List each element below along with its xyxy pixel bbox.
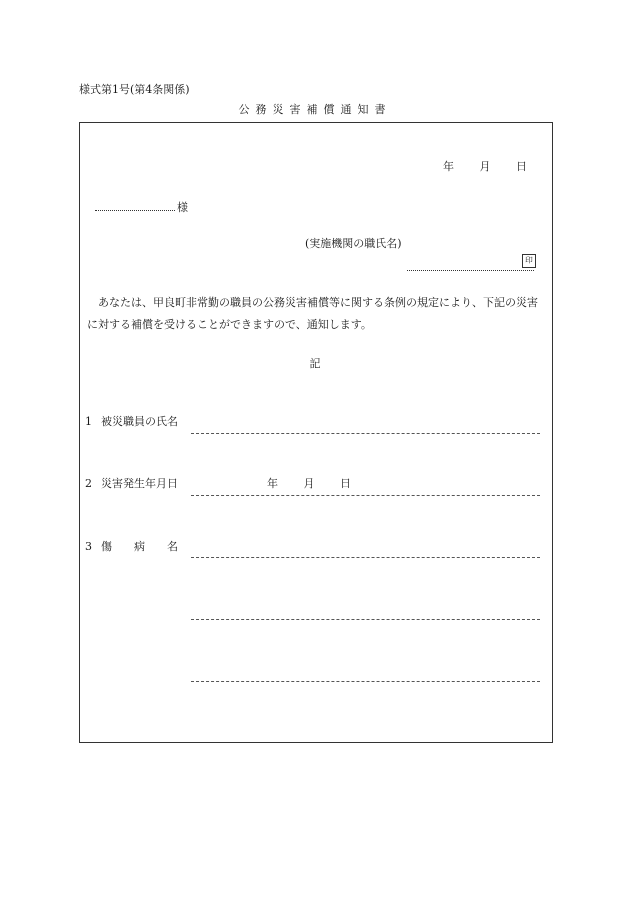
- issuer-name-field[interactable]: [407, 270, 534, 271]
- item-2-number: 2: [85, 477, 92, 490]
- injury-name-field-1[interactable]: [191, 557, 540, 558]
- item-3-char-3: 名: [167, 540, 178, 553]
- document-title: 公務災害補償通知書: [238, 103, 392, 116]
- issuer-label: (実施機関の職氏名): [305, 237, 402, 250]
- addressee-name-field[interactable]: [95, 210, 175, 211]
- item-3-label: [85, 538, 178, 554]
- date-day: 日: [516, 160, 527, 173]
- seal-mark: [522, 254, 536, 268]
- date-year: 年: [443, 160, 454, 173]
- ki-heading: 記: [309, 357, 321, 370]
- incident-day: 日: [340, 477, 351, 490]
- item-1-number: 1: [85, 415, 92, 428]
- date-month: 月: [479, 160, 491, 173]
- item-1-text: 被災職員の氏名: [101, 415, 178, 428]
- incident-date: [267, 475, 351, 491]
- incident-date-field[interactable]: [191, 495, 540, 496]
- injury-name-field-2[interactable]: [191, 619, 540, 620]
- item-2-text: 災害発生年月日: [101, 477, 178, 490]
- item-3-char-1: 傷: [101, 540, 112, 553]
- addressee-suffix: 様: [177, 201, 188, 214]
- notice-body-text: あなたは、甲良町非常勤の職員の公務災害補償等に関する条例の規定により、下記の災害に対する補償を受けることができますので、通知します。: [87, 296, 538, 331]
- item-1-label: [85, 413, 178, 429]
- injured-employee-name-field[interactable]: [191, 433, 540, 434]
- notice-date: [443, 158, 527, 174]
- item-2-label: [85, 475, 178, 491]
- incident-month: 月: [303, 477, 315, 490]
- item-3-char-2: 病: [134, 540, 145, 553]
- injury-name-field-3[interactable]: [191, 681, 540, 682]
- item-3-number: 3: [85, 540, 92, 553]
- incident-year: 年: [267, 477, 278, 490]
- seal-char: 印: [525, 256, 533, 266]
- form-number-label: 様式第1号(第4条関係): [79, 83, 190, 96]
